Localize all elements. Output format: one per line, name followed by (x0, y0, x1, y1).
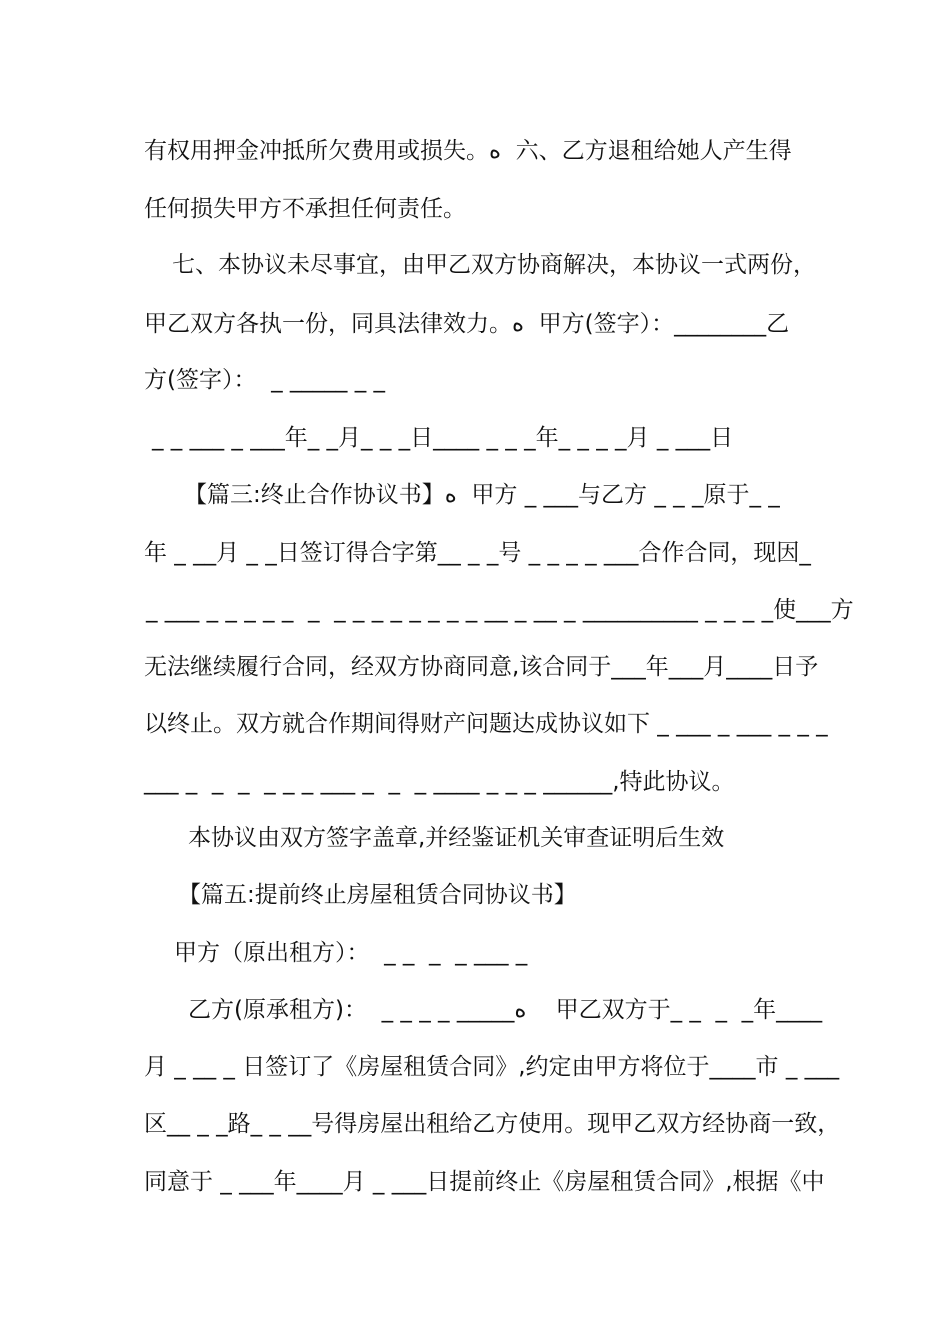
paragraph-line: 月 _ __ _ 日签订了《房屋租赁合同》,约定由甲方将位于____市 _ ___ (144, 1054, 840, 1080)
paragraph-line: 甲乙双方各执一份，同具法律效力。ﻩ 甲方(签字）：________乙 (144, 311, 790, 337)
paragraph-line: 年 _ __月 _ _日签订得合字第__ _ _号 _ _ _ _ ___合作合同，现因_ (144, 540, 811, 566)
party-b-line: 乙方(原承租方)： _ _ _ _ _____ﻩ 甲乙双方于_ _ _ _年____ (188, 997, 823, 1023)
paragraph-line: 方(签字）： _ _____ _ _ (144, 367, 386, 393)
section-heading: 【篇五:提前终止房屋租赁合同协议书】 (178, 882, 577, 908)
section-heading-line: 【篇三:终止合作协议书】ﻩ 甲方 _ ___与乙方 _ _ _原于_ _ (184, 482, 780, 508)
date-line: _ _ ___ _ ___年_ _月_ _ _日____ _ _ _年_ _ _ _月 _ ___日 (152, 425, 734, 451)
paragraph-line: 区__ _ _路_ _ __号得房屋出租给乙方使用。现甲乙双方经协商一致， (144, 1111, 841, 1137)
party-a-line: 甲方（原出租方）： _ _ _ _ ___ _ (174, 940, 528, 966)
paragraph-line: 同意于 _ ___年____月 _ ___日提前终止《房屋租赁合同》,根据《中 (144, 1169, 825, 1195)
paragraph-line: ___ _ _ _ _ _ _ ___ _ _ _ ____ _ _ _ ______,特此协议。 (144, 769, 735, 795)
paragraph-line: 有权用押金冲抵所欠费用或损失。ﻩ 六、乙方退租给她人产生得 (144, 138, 792, 164)
paragraph-line: 七、本协议未尽事宜，由甲乙双方协商解决，本协议一式两份， (172, 252, 816, 278)
paragraph-line: _ ___ _ _ _ _ _ _ _ _ _ _ _ _ _ _ __ _ __ _ __________ _ _ _ _使___方 (146, 597, 854, 623)
paragraph-line: 以终止。双方就合作期间得财产问题达成协议如下 _ ___ _ ___ _ _ _ (144, 711, 828, 737)
paragraph-line: 无法继续履行合同，经双方协商同意,该合同于___年___月____日予 (144, 654, 819, 680)
paragraph-line: 任何损失甲方不承担任何责任。 (144, 196, 466, 222)
paragraph-line: 本协议由双方签字盖章,并经鉴证机关审查证明后生效 (188, 825, 725, 851)
